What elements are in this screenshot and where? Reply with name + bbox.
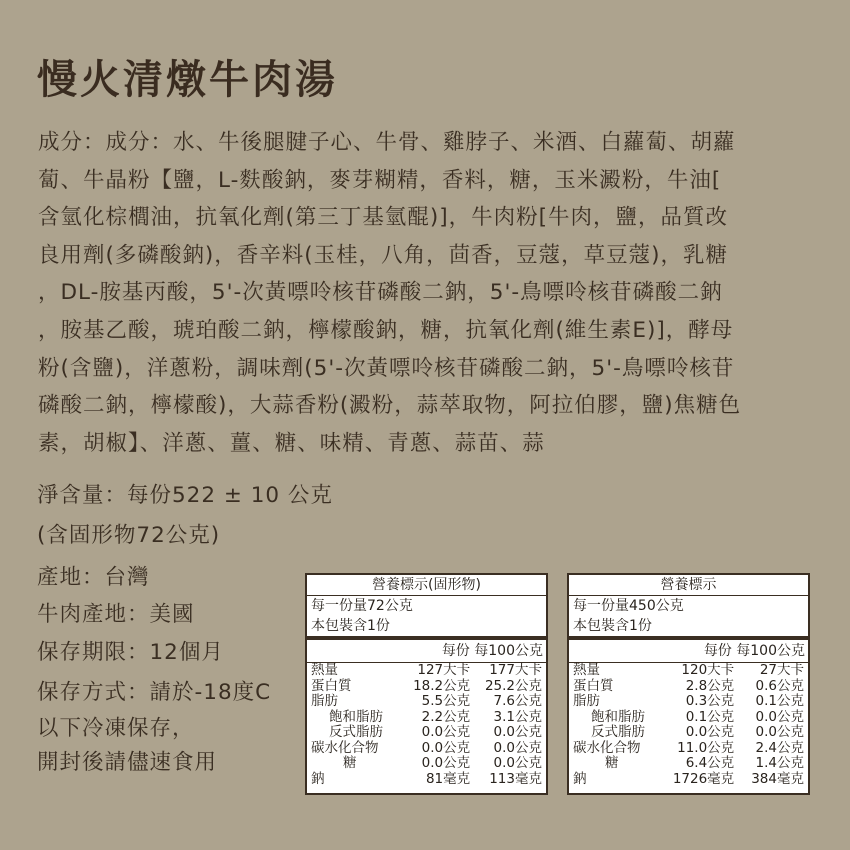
per-100g-value: 2.4公克	[755, 739, 804, 756]
table-row	[307, 772, 546, 788]
table-row	[307, 741, 546, 757]
table-row	[307, 756, 546, 772]
table-row	[569, 772, 808, 788]
nutrient-label: 鈉	[573, 770, 587, 787]
servings-per-pack: 本包裝含1份	[307, 616, 546, 640]
nutrition-table-solids	[305, 573, 548, 795]
per-serving-value: 2.2公克	[421, 708, 471, 725]
ingredients-line: 含氫化棕櫚油，抗氧化劑(第三丁基氫醌)]，牛肉粉[牛肉，鹽，品質改	[38, 205, 729, 231]
ingredients-line: 良用劑(多磷酸鈉)，香辛料(玉桂，八角，茴香，豆蔻，草豆蔻)，乳糖	[38, 242, 729, 268]
beef-origin: 牛肉產地：美國	[37, 602, 195, 627]
per-serving-value: 81毫克	[425, 770, 471, 787]
per-100g-value: 0.1公克	[755, 693, 804, 709]
storage-line-1: 保存方式：請於-18度C	[37, 680, 272, 705]
per-100g-value: 0.0公克	[493, 755, 542, 771]
nutrient-label: 飽和脂肪	[591, 708, 645, 725]
per-100g-value: 0.6公克	[755, 677, 804, 694]
per-100g-value: 3.1公克	[493, 708, 542, 725]
table-row	[569, 679, 808, 695]
serving-size: 每一份量450公克	[573, 598, 684, 614]
ingredients-line: ，DL-胺基丙酸，5'-次黃嘌呤核苷磷酸二鈉，5'-鳥嘌呤核苷磷酸二鈉	[38, 280, 723, 306]
per-serving-value: 0.0公克	[421, 724, 471, 740]
nutrition-table-total	[567, 573, 810, 795]
table-row	[569, 663, 808, 679]
per-serving-value: 0.1公克	[685, 708, 735, 725]
ingredients-line: 蔔、牛晶粉【鹽，L-麩酸鈉，麥芽糊精，香料，糖，玉米澱粉，牛油[	[38, 167, 722, 193]
table-row	[307, 710, 546, 726]
solids-weight: (含固形物72公克)	[37, 523, 221, 548]
per-100g-value: 27大卡	[759, 662, 804, 678]
nutrient-label: 蛋白質	[311, 677, 352, 694]
per-100g-value: 7.6公克	[493, 693, 542, 709]
servings-per-pack: 本包裝含1份	[569, 616, 808, 640]
col-per-100g: 每100公克	[474, 643, 543, 659]
ingredients-line: 粉(含鹽)，洋蔥粉，調味劑(5'-次黃嘌呤核苷磷酸二鈉，5'-鳥嘌呤核苷	[38, 355, 735, 381]
per-serving-value: 2.8公克	[685, 677, 735, 694]
nutrient-label: 糖	[605, 755, 619, 771]
table-row	[569, 756, 808, 772]
table-row	[307, 663, 546, 679]
nutrient-label: 碳水化合物	[311, 739, 379, 756]
nutrition-title: 營養標示(固形物)	[307, 575, 546, 596]
col-per-serving: 每份	[703, 643, 732, 659]
table-row	[307, 725, 546, 741]
per-serving-value: 127大卡	[417, 662, 471, 678]
nutrient-label: 反式脂肪	[591, 724, 645, 740]
nutrient-label: 脂肪	[311, 693, 338, 709]
origin: 產地：台灣	[37, 565, 150, 590]
nutrition-rows	[307, 663, 546, 787]
table-row	[569, 725, 808, 741]
product-title: 慢火清燉牛肉湯	[37, 57, 338, 103]
nutrient-label: 熱量	[311, 662, 338, 678]
per-serving-value: 0.0公克	[685, 724, 735, 740]
nutrient-label: 反式脂肪	[329, 724, 383, 740]
per-serving-value: 6.4公克	[685, 755, 735, 771]
ingredients-text	[38, 124, 828, 462]
col-per-serving: 每份	[441, 643, 470, 659]
storage-line-3: 開封後請儘速食用	[37, 750, 218, 775]
nutrient-label: 糖	[343, 755, 357, 771]
ingredients-line: ，胺基乙酸，琥珀酸二鈉，檸檬酸鈉，糖，抗氧化劑(維生素E)]，酵母	[38, 317, 734, 343]
per-100g-value: 177大卡	[489, 662, 542, 678]
nutrient-label: 飽和脂肪	[329, 708, 383, 725]
per-serving-value: 0.0公克	[421, 739, 471, 756]
per-100g-value: 113毫克	[489, 770, 542, 787]
storage-line-2: 以下冷凍保存，	[37, 716, 195, 741]
per-100g-value: 0.0公克	[493, 739, 542, 756]
nutrient-label: 鈉	[311, 770, 325, 787]
nutrient-label: 碳水化合物	[573, 739, 641, 756]
table-row	[307, 694, 546, 710]
per-100g-value: 0.0公克	[755, 708, 804, 725]
per-serving-value: 5.5公克	[421, 693, 471, 709]
column-headers	[307, 640, 546, 663]
nutrient-label: 脂肪	[573, 693, 600, 709]
ingredients-line: 成分：成分：水、牛後腿腱子心、牛骨、雞脖子、米酒、白蘿蔔、胡蘿	[38, 130, 736, 155]
ingredients-line: 素，胡椒】、洋蔥、薑、糖、味精、青蔥、蒜苗、蒜	[38, 430, 545, 456]
shelf-life: 保存期限：12個月	[37, 640, 224, 665]
table-row	[307, 679, 546, 695]
table-row	[569, 741, 808, 757]
table-row	[569, 694, 808, 710]
per-100g-value: 1.4公克	[755, 755, 804, 771]
per-serving-value: 1726毫克	[672, 770, 735, 787]
ingredients-line: 磷酸二鈉，檸檬酸)，大蒜香粉(澱粉，蒜萃取物，阿拉伯膠，鹽)焦糖色	[38, 393, 742, 419]
column-headers	[569, 640, 808, 663]
nutrition-title: 營養標示	[569, 575, 808, 596]
net-weight: 淨含量：每份522 ± 10 公克	[37, 483, 333, 508]
per-serving-value: 0.0公克	[421, 755, 471, 771]
per-100g-value: 0.0公克	[755, 724, 804, 740]
per-serving-value: 18.2公克	[413, 677, 471, 694]
per-serving-value: 120大卡	[681, 662, 735, 678]
serving-size: 每一份量72公克	[311, 598, 413, 614]
per-serving-value: 0.3公克	[685, 693, 735, 709]
table-row	[569, 710, 808, 726]
nutrient-label: 蛋白質	[573, 677, 614, 694]
per-100g-value: 384毫克	[751, 770, 804, 787]
col-per-100g: 每100公克	[736, 643, 805, 659]
nutrient-label: 熱量	[573, 662, 600, 678]
per-serving-value: 11.0公克	[677, 739, 735, 756]
per-100g-value: 0.0公克	[493, 724, 542, 740]
nutrition-rows	[569, 663, 808, 787]
per-100g-value: 25.2公克	[484, 677, 542, 694]
